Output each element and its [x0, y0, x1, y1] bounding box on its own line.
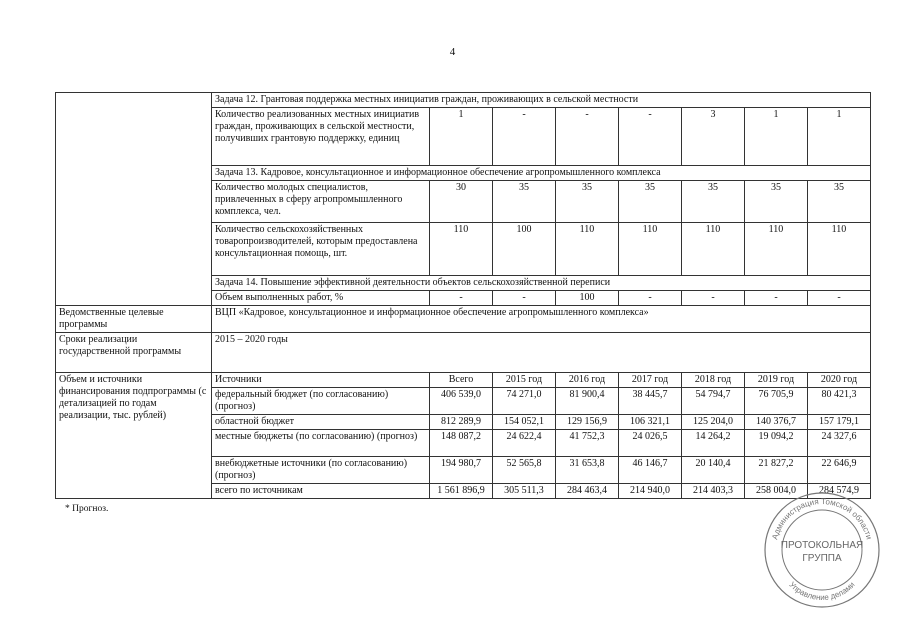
- financing-value: 154 052,1: [493, 415, 556, 430]
- financing-header-row: [56, 373, 871, 388]
- financing-value: 305 511,3: [493, 484, 556, 499]
- financing-header-2020: 2020 год: [808, 373, 871, 388]
- task12-value-2020: 1: [808, 108, 871, 166]
- financing-value: 214 403,3: [682, 484, 745, 499]
- financing-source: всего по источникам: [212, 484, 430, 499]
- financing-value: 406 539,0: [430, 388, 493, 415]
- task14-value-2018: -: [682, 291, 745, 306]
- financing-value: 20 140,4: [682, 457, 745, 484]
- financing-value: 46 146,7: [619, 457, 682, 484]
- financing-value: 74 271,0: [493, 388, 556, 415]
- stamp-ring-top: Администрация Томской области: [770, 496, 874, 541]
- task14-value-total: -: [430, 291, 493, 306]
- financing-value: 1 561 896,9: [430, 484, 493, 499]
- task13-r1-value-2020: 35: [808, 181, 871, 223]
- task13-indicator-2: Количество сельскохозяйственных товаропроизводителей, которым предоставлена консультационная помощь, шт.: [212, 223, 430, 276]
- task12-value-2017: -: [619, 108, 682, 166]
- task14-value-2016: 100: [556, 291, 619, 306]
- financing-value: 24 622,4: [493, 430, 556, 457]
- terms-row: [56, 333, 871, 373]
- financing-value: 76 705,9: [745, 388, 808, 415]
- task12-title-row: [56, 93, 871, 108]
- task14-value-2017: -: [619, 291, 682, 306]
- financing-value: 14 264,2: [682, 430, 745, 457]
- financing-value: 284 463,4: [556, 484, 619, 499]
- stamp-seal: [762, 490, 882, 610]
- task13-r2-value-2015: 100: [493, 223, 556, 276]
- task13-r1-value-total: 30: [430, 181, 493, 223]
- financing-value: 38 445,7: [619, 388, 682, 415]
- task14-value-2015: -: [493, 291, 556, 306]
- footnote: * Прогноз.: [65, 504, 109, 514]
- task14-value-2019: -: [745, 291, 808, 306]
- task14-title: Задача 14. Повышение эффективной деятельности объектов сельскохозяйственной переписи: [212, 276, 871, 291]
- financing-source: внебюджетные источники (по согласованию) (прогноз): [212, 457, 430, 484]
- financing-value: 31 653,8: [556, 457, 619, 484]
- task13-r2-value-total: 110: [430, 223, 493, 276]
- financing-value: 24 026,5: [619, 430, 682, 457]
- vcp-label: Ведомственные целевые программы: [56, 306, 212, 333]
- financing-value: 24 327,6: [808, 430, 871, 457]
- financing-source: федеральный бюджет (по согласованию) (прогноз): [212, 388, 430, 415]
- task12-value-2015: -: [493, 108, 556, 166]
- task13-r2-value-2017: 110: [619, 223, 682, 276]
- task12-indicator: Количество реализованных местных инициатив граждан, проживающих в сельской местности, получивших грантовую поддержку, единиц: [212, 108, 430, 166]
- financing-source: областной бюджет: [212, 415, 430, 430]
- financing-header-2017: 2017 год: [619, 373, 682, 388]
- financing-value: 21 827,2: [745, 457, 808, 484]
- task13-r1-value-2015: 35: [493, 181, 556, 223]
- financing-value: 81 900,4: [556, 388, 619, 415]
- stamp-center-line2: ГРУППА: [802, 553, 842, 564]
- task12-title: Задача 12. Грантовая поддержка местных инициатив граждан, проживающих в сельской местности: [212, 93, 871, 108]
- program-passport-table: [55, 92, 871, 499]
- financing-value: 54 794,7: [682, 388, 745, 415]
- vcp-row: [56, 306, 871, 333]
- task12-value-total: 1: [430, 108, 493, 166]
- financing-value: 194 980,7: [430, 457, 493, 484]
- indicators-label-cell: [56, 93, 212, 306]
- financing-value: 214 940,0: [619, 484, 682, 499]
- financing-value: 125 204,0: [682, 415, 745, 430]
- financing-value: 41 752,3: [556, 430, 619, 457]
- financing-header-2018: 2018 год: [682, 373, 745, 388]
- task13-r1-value-2016: 35: [556, 181, 619, 223]
- page-number: 4: [449, 46, 456, 58]
- financing-value: 148 087,2: [430, 430, 493, 457]
- financing-label: Объем и источники финансирования подпрограммы (с детализацией по годам реализации, тыс. рублей): [56, 373, 212, 499]
- task14-value-2020: -: [808, 291, 871, 306]
- financing-value: 157 179,1: [808, 415, 871, 430]
- task13-r2-value-2019: 110: [745, 223, 808, 276]
- task12-value-2016: -: [556, 108, 619, 166]
- financing-header-2016: 2016 год: [556, 373, 619, 388]
- stamp-center-line1: ПРОТОКОЛЬНАЯ: [780, 540, 864, 551]
- financing-value: 129 156,9: [556, 415, 619, 430]
- task12-value-2018: 3: [682, 108, 745, 166]
- task13-r1-value-2018: 35: [682, 181, 745, 223]
- financing-source: местные бюджеты (по согласованию) (прогноз): [212, 430, 430, 457]
- task13-r2-value-2018: 110: [682, 223, 745, 276]
- financing-value: 52 565,8: [493, 457, 556, 484]
- financing-value: 106 321,1: [619, 415, 682, 430]
- financing-header-sources: Источники: [212, 373, 430, 388]
- financing-value: 258 004,0: [745, 484, 808, 499]
- financing-header-2015: 2015 год: [493, 373, 556, 388]
- stamp-ring-bottom: Управление делами: [787, 580, 857, 603]
- financing-value: 19 094,2: [745, 430, 808, 457]
- task14-indicator: Объем выполненных работ, %: [212, 291, 430, 306]
- task13-r2-value-2020: 110: [808, 223, 871, 276]
- financing-value: 22 646,9: [808, 457, 871, 484]
- task12-value-2019: 1: [745, 108, 808, 166]
- financing-value: 140 376,7: [745, 415, 808, 430]
- financing-value: 812 289,9: [430, 415, 493, 430]
- terms-label: Сроки реализации государственной программы: [56, 333, 212, 373]
- financing-value: 284 574,9: [808, 484, 871, 499]
- terms-value: 2015 – 2020 годы: [212, 333, 871, 373]
- task13-r1-value-2019: 35: [745, 181, 808, 223]
- vcp-value: ВЦП «Кадровое, консультационное и информационное обеспечение агропромышленного комплекса»: [212, 306, 871, 333]
- financing-header-total: Всего: [430, 373, 493, 388]
- task13-r1-value-2017: 35: [619, 181, 682, 223]
- financing-value: 80 421,3: [808, 388, 871, 415]
- financing-header-2019: 2019 год: [745, 373, 808, 388]
- task13-indicator-1: Количество молодых специалистов, привлеченных в сферу агропромышленного комплекса, чел.: [212, 181, 430, 223]
- task13-title: Задача 13. Кадровое, консультационное и информационное обеспечение агропромышленного комплекса: [212, 166, 871, 181]
- task13-r2-value-2016: 110: [556, 223, 619, 276]
